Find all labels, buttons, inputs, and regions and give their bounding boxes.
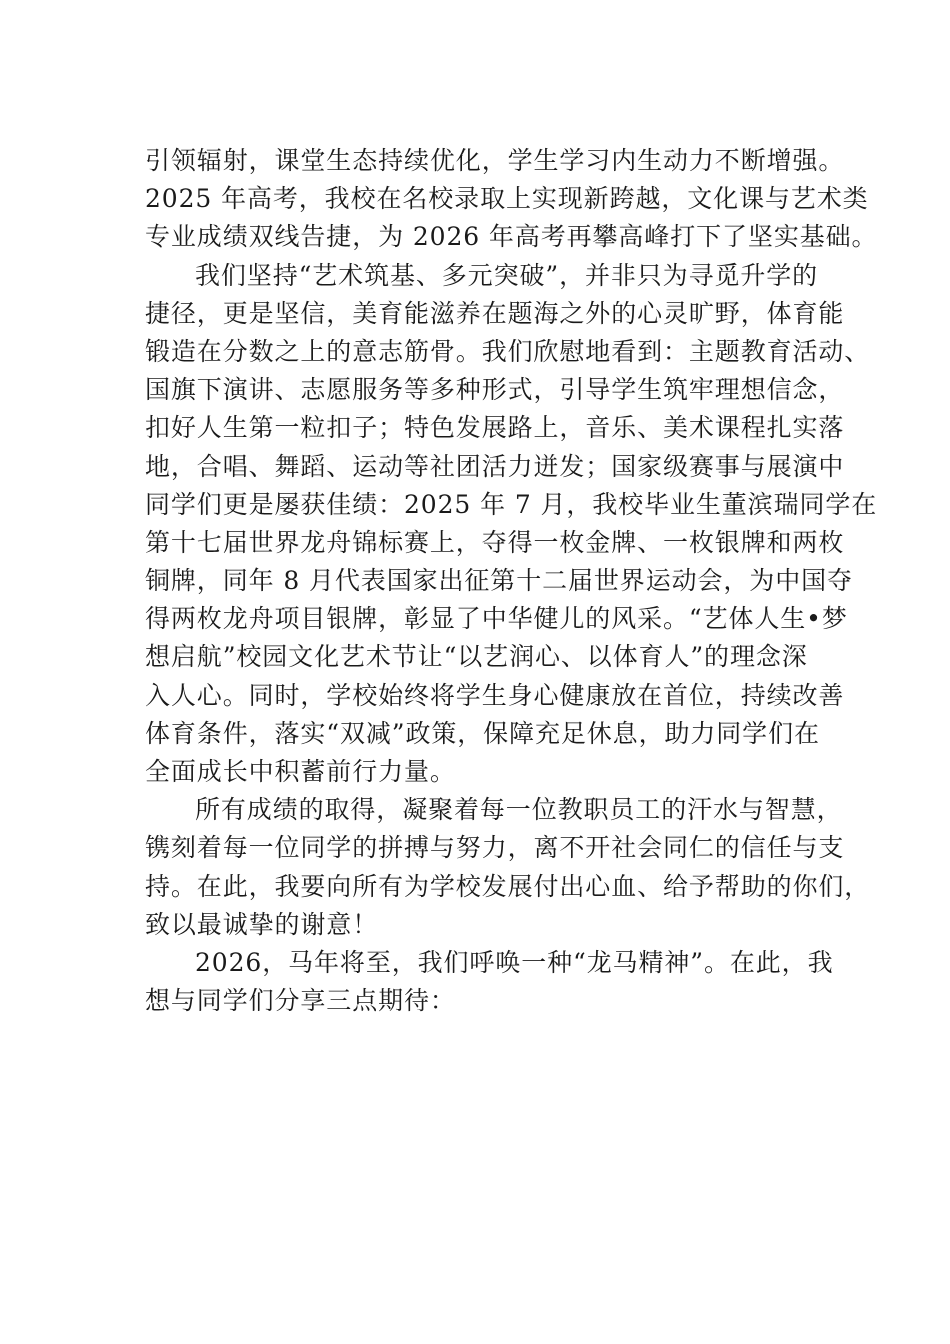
paragraph-line: 扣好人生第一粒扣子；特色发展路上，音乐、美术课程扎实落 xyxy=(145,413,845,443)
paragraph-4 xyxy=(145,944,845,1020)
paragraph-line: 2025 年高考，我校在名校录取上实现新跨越，文化课与艺术类 xyxy=(145,184,869,214)
paragraph-line: 所有成绩的取得，凝聚着每一位教职员工的汗水与智慧， xyxy=(195,795,843,825)
paragraph-line: 引领辐射，课堂生态持续优化，学生学习内生动力不断增强。 xyxy=(145,146,845,175)
paragraph-line: 体育条件，落实“双减”政策，保障充足休息，助力同学们在 xyxy=(145,718,820,748)
paragraph-line: 得两枚龙舟项目银牌，彰显了中华健儿的风采。“艺体人生•梦 xyxy=(145,604,848,634)
paragraph-line: 2026，马年将至，我们呼唤一种“龙马精神”。在此，我 xyxy=(195,947,834,977)
paragraph-line: 地，合唱、舞蹈、运动等社团活力迸发；国家级赛事与展演中 xyxy=(145,451,845,481)
document-body xyxy=(145,142,878,1020)
paragraph-line: 捷径，更是坚信，美育能滋养在题海之外的心灵旷野，体育能 xyxy=(145,298,845,328)
paragraph-line: 我们坚持“艺术筑基、多元突破”，并非只为寻觅升学的 xyxy=(195,260,819,290)
paragraph-line: 专业成绩双线告捷，为 2026 年高考再攀高峰打下了坚实基础。 xyxy=(145,222,878,252)
paragraph-line: 同学们更是屡获佳绩：2025 年 7 月，我校毕业生董滨瑞同学在 xyxy=(145,489,878,519)
paragraph-line: 持。在此，我要向所有为学校发展付出心血、给予帮助的你们， xyxy=(145,871,871,901)
paragraph-line: 入人心。同时，学校始终将学生身心健康放在首位，持续改善 xyxy=(145,680,845,710)
paragraph-line: 第十七届世界龙舟锦标赛上，夺得一枚金牌、一枚银牌和两枚 xyxy=(145,527,845,557)
paragraph-line: 国旗下演讲、志愿服务等多种形式，引导学生筑牢理想信念， xyxy=(145,375,845,405)
paragraph-1 xyxy=(145,142,878,257)
paragraph-3 xyxy=(145,791,871,944)
paragraph-line: 镌刻着每一位同学的拼搏与努力，离不开社会同仁的信任与支 xyxy=(145,833,845,863)
paragraph-line: 想启航”校园文化艺术节让“以艺润心、以体育人”的理念深 xyxy=(145,642,808,672)
paragraph-line: 想与同学们分享三点期待： xyxy=(145,986,456,1016)
paragraph-2 xyxy=(145,257,878,792)
paragraph-line: 全面成长中积蓄前行力量。 xyxy=(145,757,456,786)
paragraph-line: 铜牌，同年 8 月代表国家出征第十二届世界运动会，为中国夺 xyxy=(145,566,853,596)
paragraph-line: 锻造在分数之上的意志筋骨。我们欣慰地看到：主题教育活动、 xyxy=(145,336,871,366)
paragraph-line: 致以最诚挚的谢意！ xyxy=(145,909,379,939)
